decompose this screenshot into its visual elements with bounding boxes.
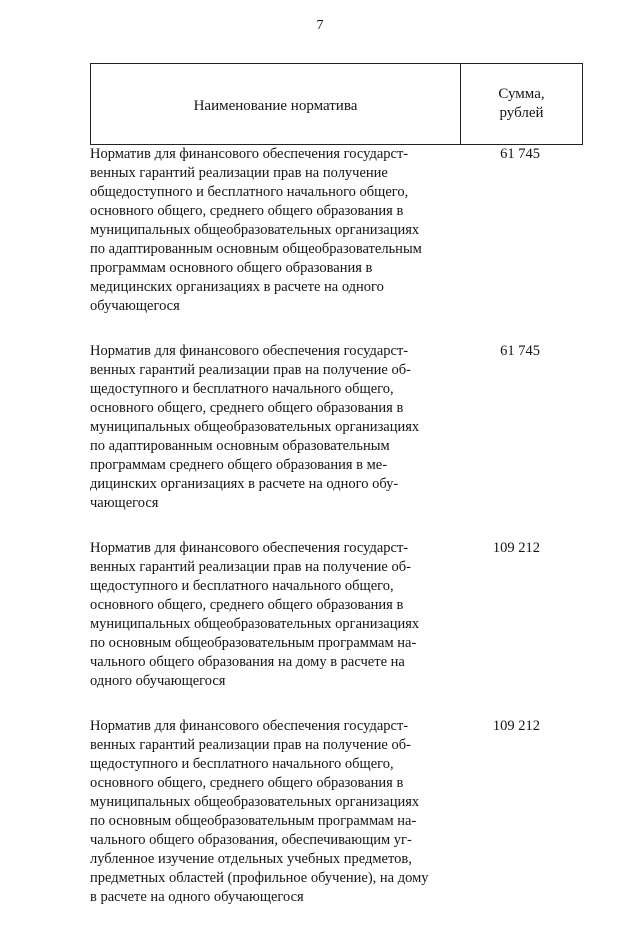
norm-description: Норматив для финансового обеспечения государст- венных гарантий реализации прав на получение об- щедоступного и бесплатного начального общего, основного общего, среднего общего образования в муниципальных общеобразовательных организациях по основным общеобразовательным программам на- чального общего образования, обеспечивающим уг- лубленное изучение отдельных учебных предметов, предметных областей (профильное обучение), на дому в расчете на одного обучающегося: [90, 718, 429, 905]
norm-row: [90, 539, 583, 691]
table-header: [90, 63, 583, 145]
column-header-sum: Сумма, рублей: [498, 86, 545, 121]
norm-sum: 61 745: [500, 343, 540, 359]
norm-sum: 109 212: [492, 718, 540, 734]
norm-description: Норматив для финансового обеспечения государст- венных гарантий реализации прав на получение об- щедоступного и бесплатного начального общего, основного общего, среднего общего образования в муниципальных общеобразовательных организациях по основным общеобразовательным программам на- чального общего образования на дому в расчете на одного обучающегося: [90, 540, 420, 689]
norm-description: Норматив для финансового обеспечения государст- венных гарантий реализации прав на получение общедоступного и бесплатного начального общего, основного общего, среднего общего образования в муниципальных общеобразовательных организациях по адаптированным основным общеобразовательным программам основного общего образования в медицинских организациях в расчете на одного обучающегося: [90, 146, 422, 314]
norm-sum: 61 745: [500, 146, 540, 162]
page-number: 7: [316, 18, 324, 33]
norm-row: [90, 342, 583, 513]
norm-row: [90, 717, 583, 907]
norm-description: Норматив для финансового обеспечения государст- венных гарантий реализации прав на получение об- щедоступного и бесплатного начального общего, основного общего, среднего общего образования в муниципальных общеобразовательных организациях по адаптированным основным образовательным программам среднего общего образования в ме- дицинских организациях в расчете на одного обу- чающегося: [90, 343, 420, 511]
norms-list: [90, 145, 583, 933]
norm-sum: 109 212: [492, 540, 540, 556]
norm-row: [90, 145, 583, 316]
column-header-name: Наименование норматива: [91, 64, 461, 144]
